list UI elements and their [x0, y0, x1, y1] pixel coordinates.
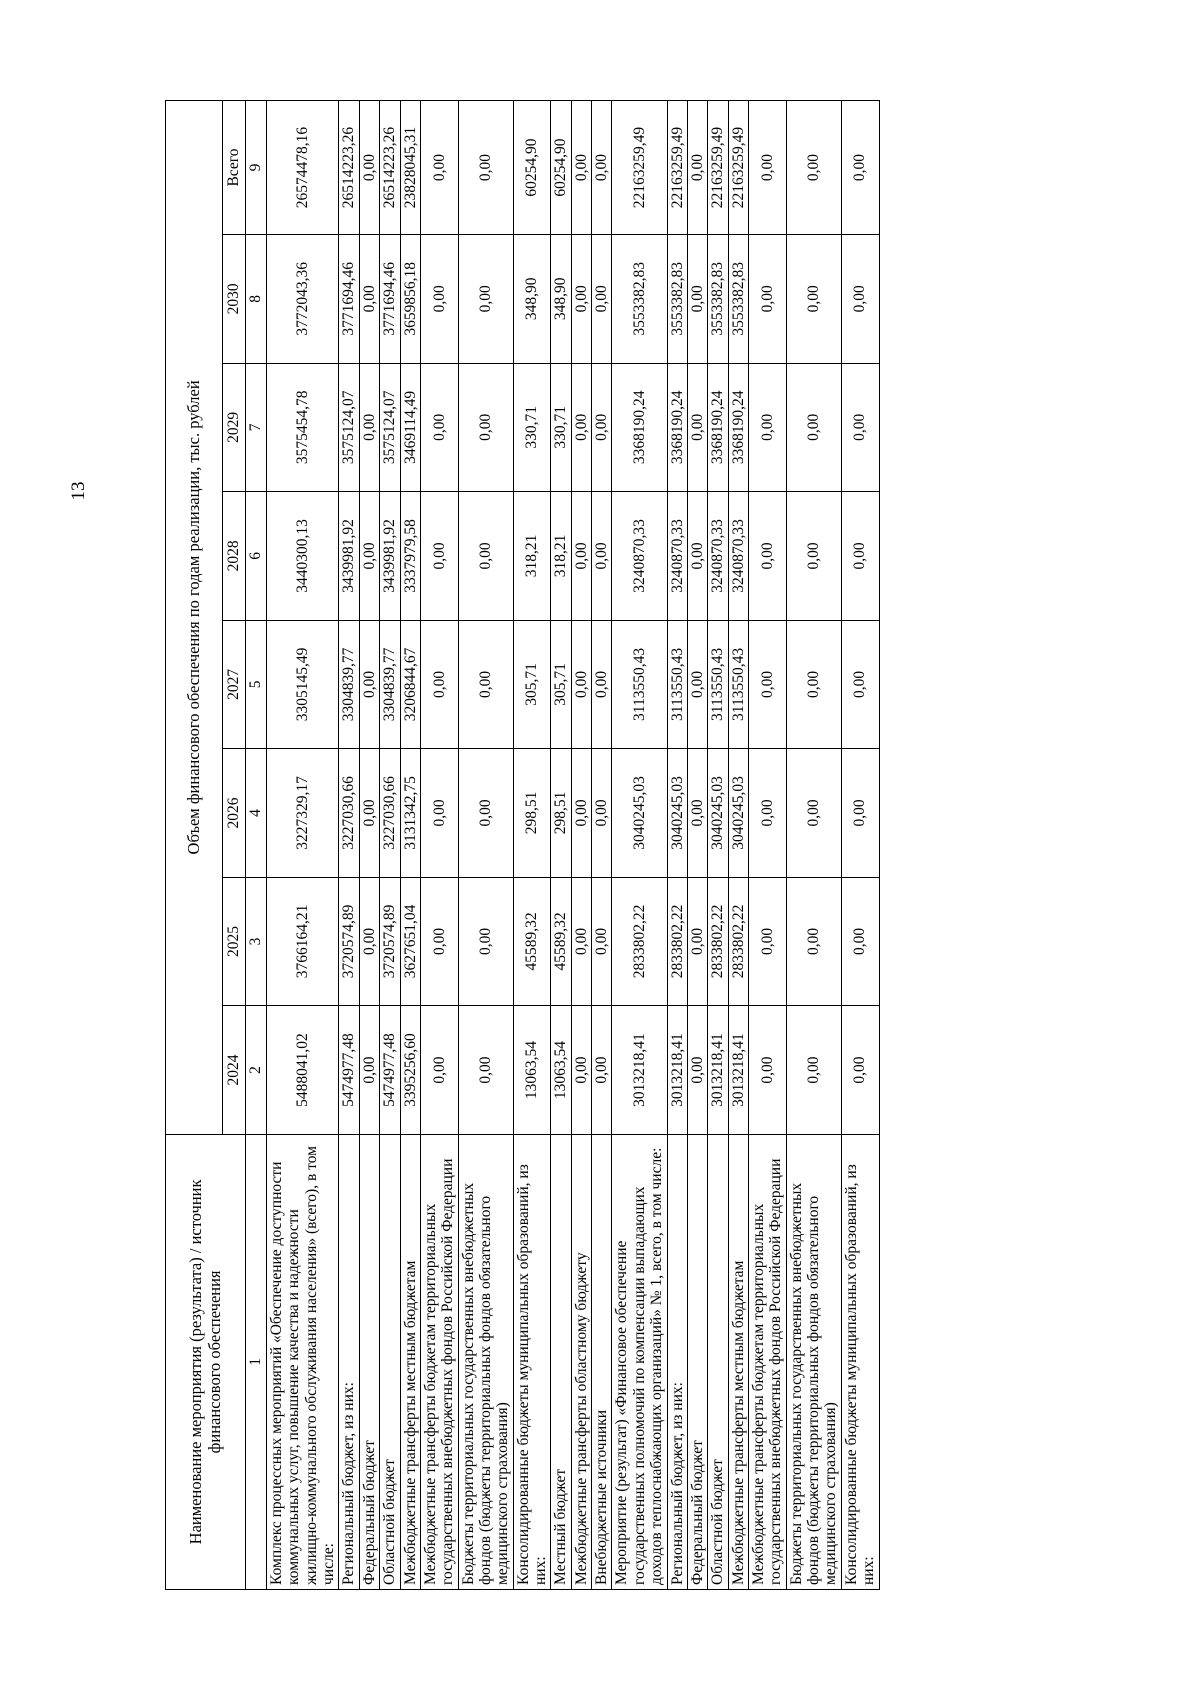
- row-value: 0,00: [458, 877, 513, 1006]
- column-index: 8: [246, 235, 267, 364]
- row-value: 3368190,24: [708, 363, 728, 492]
- row-value: 298,51: [551, 749, 571, 878]
- row-value: 0,00: [420, 492, 458, 621]
- row-value: 3627651,04: [400, 877, 420, 1006]
- row-value: 0,00: [571, 1006, 591, 1135]
- row-value: 0,00: [841, 749, 879, 878]
- table-row: [841, 101, 879, 1590]
- row-name: Внебюджетные источники: [592, 1134, 612, 1589]
- row-value: 2833802,22: [708, 877, 728, 1006]
- row-value: 3305145,49: [267, 620, 339, 749]
- row-value: 0,00: [841, 235, 879, 364]
- row-value: 3040245,03: [667, 749, 687, 878]
- column-index: 5: [246, 620, 267, 749]
- table-row: [786, 101, 841, 1590]
- column-index: 1: [246, 1134, 267, 1589]
- row-value: 0,00: [359, 363, 379, 492]
- row-value: 0,00: [359, 620, 379, 749]
- row-value: 348,90: [513, 235, 551, 364]
- row-value: 0,00: [748, 492, 786, 621]
- row-name: Консолидированные бюджеты муниципальных образований, из них:: [513, 1134, 551, 1589]
- row-value: 0,00: [786, 877, 841, 1006]
- year-header: 2025: [223, 877, 246, 1006]
- row-value: 0,00: [571, 492, 591, 621]
- row-value: 0,00: [786, 363, 841, 492]
- row-value: 0,00: [359, 1006, 379, 1135]
- row-value: 26514223,26: [339, 101, 359, 235]
- row-value: 0,00: [571, 101, 591, 235]
- row-value: 0,00: [687, 101, 707, 235]
- header-name-col: Наименование мероприятия (результата) / источник финансового обеспечения: [166, 1134, 246, 1589]
- row-value: 3553382,83: [728, 235, 748, 364]
- row-value: 3553382,83: [612, 235, 667, 364]
- column-index: 6: [246, 492, 267, 621]
- table-row: [592, 101, 612, 1590]
- column-index: 9: [246, 101, 267, 235]
- row-value: 0,00: [841, 101, 879, 235]
- row-value: 0,00: [748, 749, 786, 878]
- table-row: [359, 101, 379, 1590]
- row-value: 26514223,26: [380, 101, 400, 235]
- row-value: 2833802,22: [728, 877, 748, 1006]
- row-value: 0,00: [359, 101, 379, 235]
- row-value: 0,00: [592, 1006, 612, 1135]
- column-index: 4: [246, 749, 267, 878]
- column-index: 3: [246, 877, 267, 1006]
- table-row: [339, 101, 359, 1590]
- row-value: 3227030,66: [339, 749, 359, 878]
- row-value: 5488041,02: [267, 1006, 339, 1135]
- row-value: 22163259,49: [612, 101, 667, 235]
- row-value: 0,00: [748, 363, 786, 492]
- year-header: 2030: [223, 235, 246, 364]
- table-row: [687, 101, 707, 1590]
- row-value: 5474977,48: [380, 1006, 400, 1135]
- table-row: [667, 101, 687, 1590]
- row-value: 318,21: [513, 492, 551, 621]
- row-value: 0,00: [748, 1006, 786, 1135]
- row-value: 0,00: [687, 492, 707, 621]
- table-row: [748, 101, 786, 1590]
- row-name: Бюджеты территориальных государственных внебюджетных фондов (бюджеты территориальных фондов обязательного медицинского страхования): [786, 1134, 841, 1589]
- row-value: 0,00: [687, 877, 707, 1006]
- row-value: 0,00: [687, 749, 707, 878]
- row-name: Федеральный бюджет: [687, 1134, 707, 1589]
- row-value: 0,00: [687, 235, 707, 364]
- year-header: 2024: [223, 1006, 246, 1135]
- row-value: 330,71: [513, 363, 551, 492]
- table-row: [612, 101, 667, 1590]
- row-value: 0,00: [592, 749, 612, 878]
- row-value: 3131342,75: [400, 749, 420, 878]
- row-value: 3772043,36: [267, 235, 339, 364]
- table-row: [420, 101, 458, 1590]
- row-value: 0,00: [359, 877, 379, 1006]
- row-value: 22163259,49: [728, 101, 748, 235]
- row-value: 0,00: [571, 620, 591, 749]
- year-header: 2027: [223, 620, 246, 749]
- row-value: 0,00: [841, 620, 879, 749]
- row-value: 3440300,13: [267, 492, 339, 621]
- row-value: 2833802,22: [612, 877, 667, 1006]
- table-row: [400, 101, 420, 1590]
- row-value: 0,00: [592, 620, 612, 749]
- header-volume-col: Объем финансового обеспечения по годам реализации, тыс. рублей: [166, 101, 223, 1135]
- row-value: 0,00: [841, 363, 879, 492]
- row-value: 0,00: [571, 877, 591, 1006]
- row-value: 3766164,21: [267, 877, 339, 1006]
- row-value: 0,00: [786, 1006, 841, 1135]
- row-value: 3113550,43: [612, 620, 667, 749]
- row-value: 3720574,89: [380, 877, 400, 1006]
- row-name: Областной бюджет: [708, 1134, 728, 1589]
- row-value: 0,00: [786, 620, 841, 749]
- row-value: 3113550,43: [728, 620, 748, 749]
- row-value: 0,00: [786, 749, 841, 878]
- rotated-table-container: [165, 100, 1200, 1590]
- row-name: Региональный бюджет, из них:: [339, 1134, 359, 1589]
- row-value: 0,00: [748, 101, 786, 235]
- row-value: 3575124,07: [339, 363, 359, 492]
- row-value: 0,00: [458, 101, 513, 235]
- row-value: 13063,54: [513, 1006, 551, 1135]
- row-value: 305,71: [513, 620, 551, 749]
- row-value: 3553382,83: [667, 235, 687, 364]
- row-value: 0,00: [420, 620, 458, 749]
- row-value: 0,00: [571, 749, 591, 878]
- row-value: 0,00: [786, 492, 841, 621]
- row-value: 3469114,49: [400, 363, 420, 492]
- table-row: [728, 101, 748, 1590]
- row-value: 3720574,89: [339, 877, 359, 1006]
- table-row: [551, 101, 571, 1590]
- row-value: 0,00: [687, 363, 707, 492]
- row-value: 3013218,41: [708, 1006, 728, 1135]
- year-header: 2028: [223, 492, 246, 621]
- row-value: 0,00: [592, 235, 612, 364]
- row-value: 0,00: [687, 620, 707, 749]
- row-name: Консолидированные бюджеты муниципальных образований, из них:: [841, 1134, 879, 1589]
- row-value: 3368190,24: [667, 363, 687, 492]
- financing-table: [165, 100, 880, 1590]
- row-value: 0,00: [592, 492, 612, 621]
- row-value: 3013218,41: [728, 1006, 748, 1135]
- row-value: 0,00: [458, 1006, 513, 1135]
- row-name: Мероприятие (результат) «Финансовое обеспечение государственных полномочий по компенсации выпадающих доходов теплоснабжающих организаций» № 1, всего, в том числе:: [612, 1134, 667, 1589]
- row-name: Федеральный бюджет: [359, 1134, 379, 1589]
- row-value: 3113550,43: [667, 620, 687, 749]
- row-value: 0,00: [458, 492, 513, 621]
- row-value: 60254,90: [513, 101, 551, 235]
- row-value: 0,00: [420, 877, 458, 1006]
- row-name: Межбюджетные трансферты местным бюджетам: [400, 1134, 420, 1589]
- row-value: 0,00: [748, 235, 786, 364]
- row-value: 0,00: [841, 492, 879, 621]
- row-value: 0,00: [786, 235, 841, 364]
- row-value: 23828045,31: [400, 101, 420, 235]
- row-value: 3368190,24: [728, 363, 748, 492]
- row-value: 3227030,66: [380, 749, 400, 878]
- row-value: 45589,32: [513, 877, 551, 1006]
- row-value: 3304839,77: [339, 620, 359, 749]
- row-name: Межбюджетные трансферты областному бюджету: [571, 1134, 591, 1589]
- row-value: 3439981,92: [380, 492, 400, 621]
- row-value: 3575454,78: [267, 363, 339, 492]
- row-value: 0,00: [592, 877, 612, 1006]
- row-value: 0,00: [841, 877, 879, 1006]
- row-value: 3395256,60: [400, 1006, 420, 1135]
- row-value: 0,00: [592, 101, 612, 235]
- row-value: 305,71: [551, 620, 571, 749]
- row-value: 3771694,46: [380, 235, 400, 364]
- row-value: 3337979,58: [400, 492, 420, 621]
- row-value: 3368190,24: [612, 363, 667, 492]
- row-value: 3659856,18: [400, 235, 420, 364]
- table-body: [267, 101, 880, 1590]
- row-value: 0,00: [748, 620, 786, 749]
- row-name: Межбюджетные трансферты бюджетам территориальных государственных внебюджетных фондов Российской Федерации: [420, 1134, 458, 1589]
- table-row: [513, 101, 551, 1590]
- row-name: Бюджеты территориальных государственных внебюджетных фондов (бюджеты территориальных фондов обязательного медицинского страхования): [458, 1134, 513, 1589]
- row-value: 0,00: [748, 877, 786, 1006]
- row-value: 3040245,03: [728, 749, 748, 878]
- row-value: 0,00: [458, 363, 513, 492]
- row-value: 0,00: [420, 1006, 458, 1135]
- row-value: 3040245,03: [612, 749, 667, 878]
- row-value: 348,90: [551, 235, 571, 364]
- row-value: 318,21: [551, 492, 571, 621]
- column-index: 7: [246, 363, 267, 492]
- row-value: 13063,54: [551, 1006, 571, 1135]
- row-value: 26574478,16: [267, 101, 339, 235]
- row-value: 3240870,33: [612, 492, 667, 621]
- row-value: 0,00: [458, 235, 513, 364]
- row-value: 0,00: [571, 363, 591, 492]
- row-value: 45589,32: [551, 877, 571, 1006]
- row-name: Региональный бюджет, из них:: [667, 1134, 687, 1589]
- row-value: 0,00: [420, 101, 458, 235]
- row-name: Комплекс процессных мероприятий «Обеспечение доступности коммунальных услуг, повышение качества и надежности жилищно-коммунального обслуживания населения» (всего), в том числе:: [267, 1134, 339, 1589]
- row-name: Областной бюджет: [380, 1134, 400, 1589]
- row-name: Межбюджетные трансферты местным бюджетам: [728, 1134, 748, 1589]
- row-value: 60254,90: [551, 101, 571, 235]
- row-value: 3040245,03: [708, 749, 728, 878]
- row-value: 3240870,33: [708, 492, 728, 621]
- row-value: 3240870,33: [667, 492, 687, 621]
- row-value: 3206844,67: [400, 620, 420, 749]
- column-index-row: [246, 101, 267, 1590]
- row-value: 0,00: [359, 749, 379, 878]
- row-value: 0,00: [592, 363, 612, 492]
- row-value: 5474977,48: [339, 1006, 359, 1135]
- row-value: 0,00: [420, 235, 458, 364]
- row-value: 3013218,41: [612, 1006, 667, 1135]
- row-value: 3553382,83: [708, 235, 728, 364]
- row-value: 3439981,92: [339, 492, 359, 621]
- column-index: 2: [246, 1006, 267, 1135]
- row-value: 22163259,49: [667, 101, 687, 235]
- row-value: 0,00: [458, 620, 513, 749]
- row-name: Местный бюджет: [551, 1134, 571, 1589]
- row-value: 3240870,33: [728, 492, 748, 621]
- row-value: 3227329,17: [267, 749, 339, 878]
- row-value: 2833802,22: [667, 877, 687, 1006]
- row-value: 0,00: [359, 235, 379, 364]
- row-value: 0,00: [420, 749, 458, 878]
- row-value: 298,51: [513, 749, 551, 878]
- row-value: 0,00: [420, 363, 458, 492]
- row-name: Межбюджетные трансферты бюджетам территориальных государственных внебюджетных фондов Российской Федерации: [748, 1134, 786, 1589]
- row-value: 0,00: [458, 749, 513, 878]
- row-value: 0,00: [359, 492, 379, 621]
- row-value: 0,00: [571, 235, 591, 364]
- table-row: [267, 101, 339, 1590]
- row-value: 3113550,43: [708, 620, 728, 749]
- page-number: 13: [68, 481, 89, 501]
- row-value: 0,00: [786, 101, 841, 235]
- year-header: Всего: [223, 101, 246, 235]
- row-value: 0,00: [841, 1006, 879, 1135]
- row-value: 22163259,49: [708, 101, 728, 235]
- table-row: [571, 101, 591, 1590]
- table-row: [458, 101, 513, 1590]
- row-value: 3575124,07: [380, 363, 400, 492]
- row-value: 0,00: [687, 1006, 707, 1135]
- table-row: [708, 101, 728, 1590]
- year-header: 2029: [223, 363, 246, 492]
- table-row: [380, 101, 400, 1590]
- row-value: 3771694,46: [339, 235, 359, 364]
- row-value: 3304839,77: [380, 620, 400, 749]
- row-value: 3013218,41: [667, 1006, 687, 1135]
- row-value: 330,71: [551, 363, 571, 492]
- year-header: 2026: [223, 749, 246, 878]
